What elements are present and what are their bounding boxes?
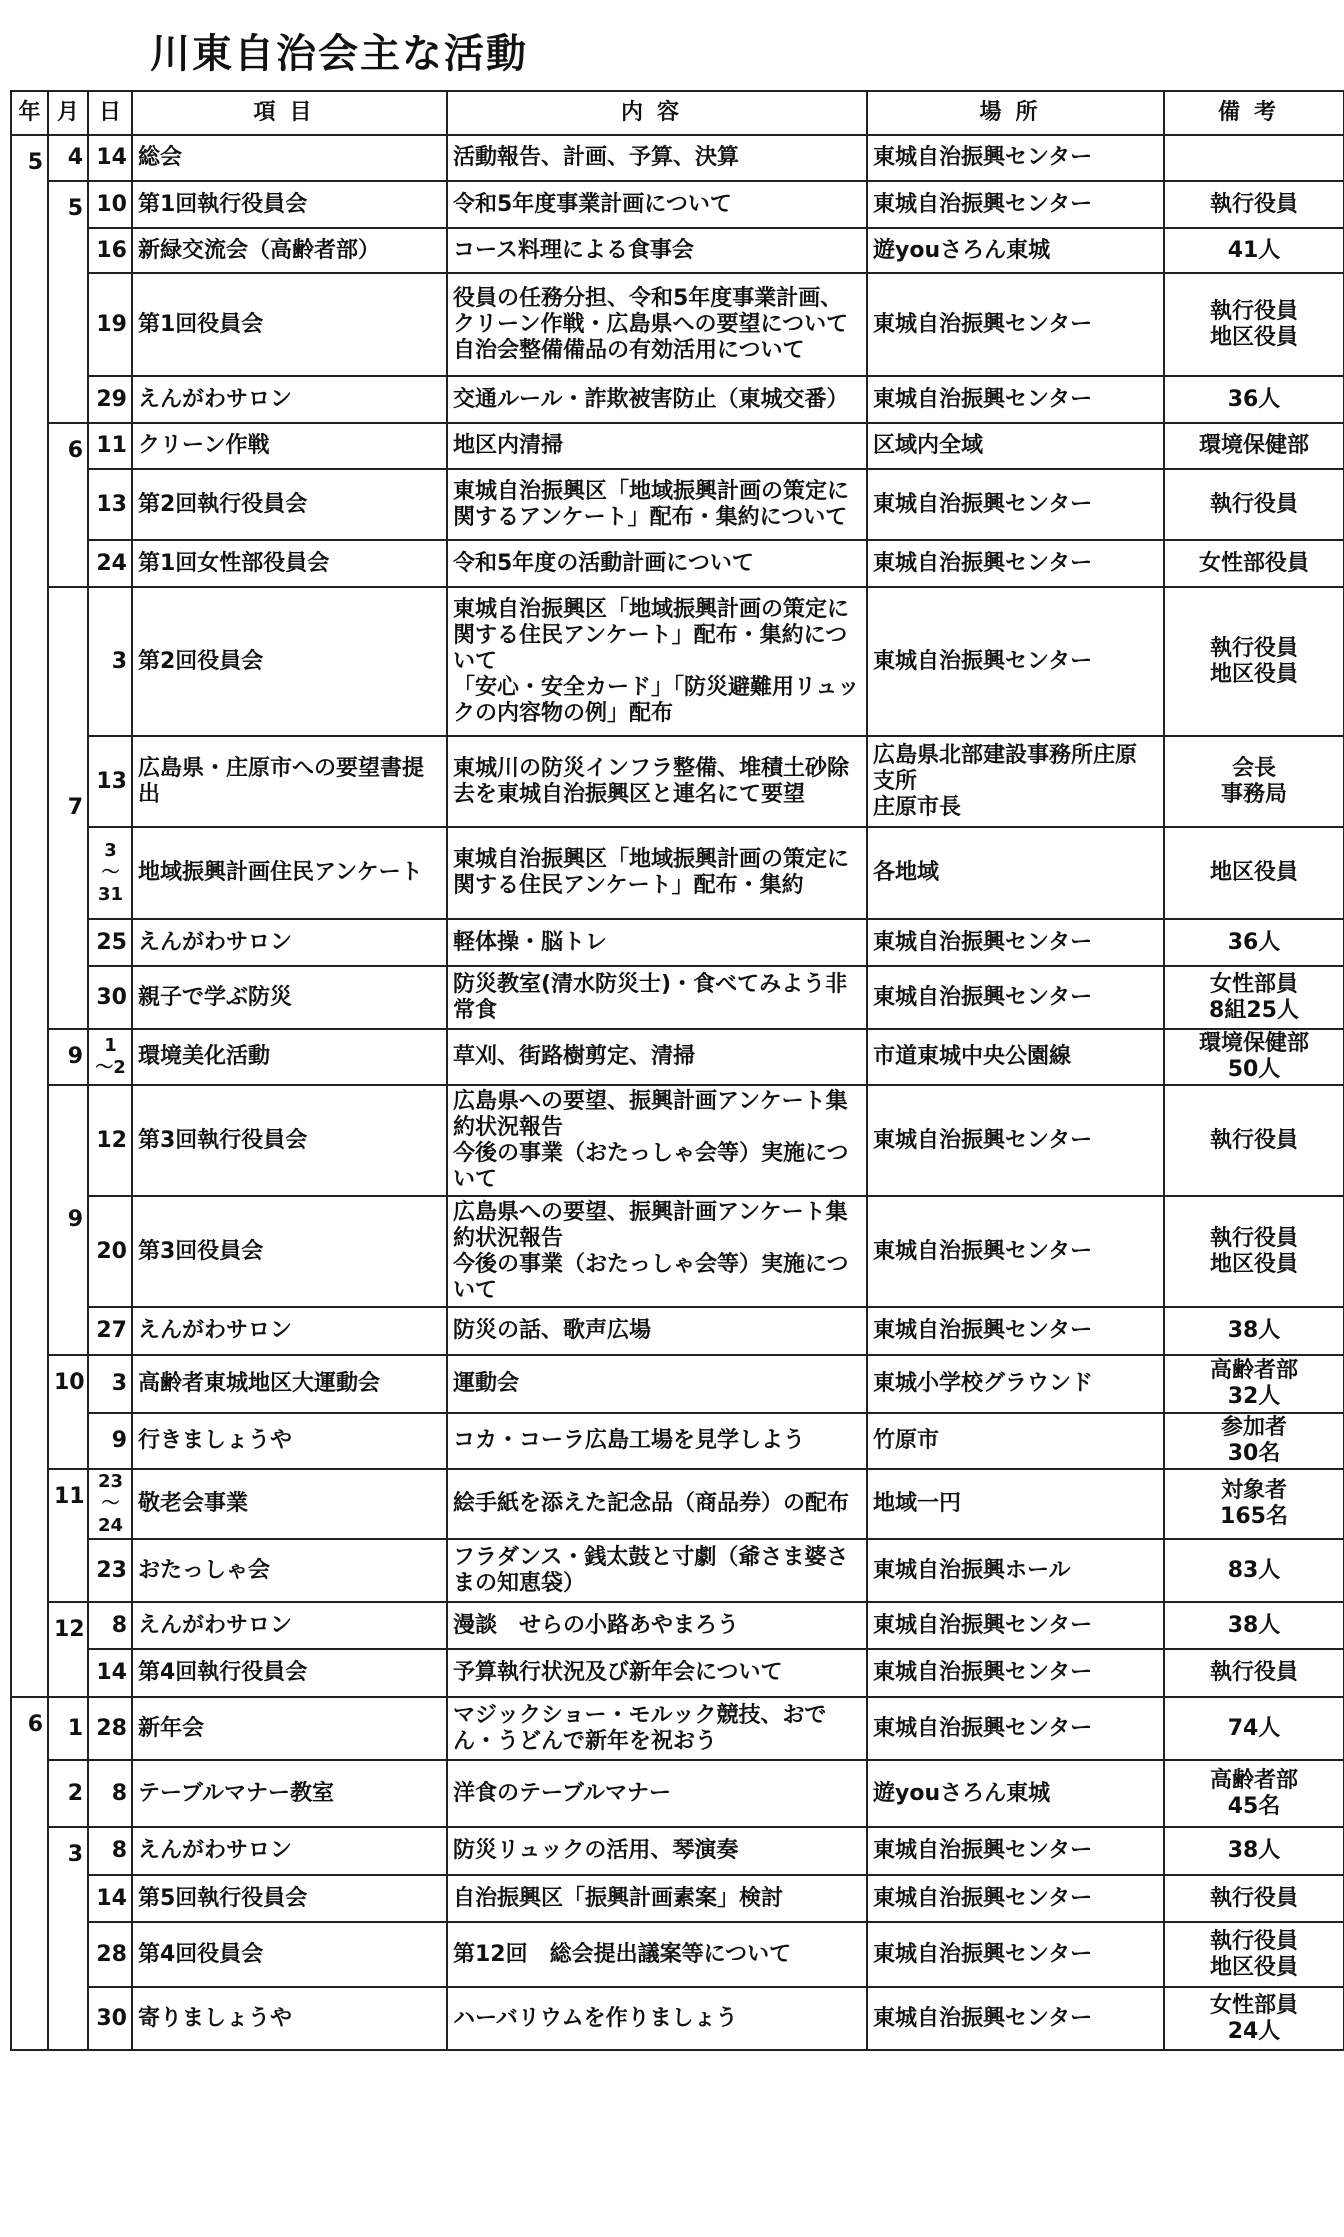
- day-cell: 1 ～2: [88, 1029, 132, 1085]
- table-row: [11, 1649, 1344, 1697]
- day-cell: 27: [88, 1307, 132, 1355]
- day-cell: 3 ～ 31: [88, 827, 132, 919]
- table-row: [11, 1029, 1344, 1085]
- note-cell: 高齢者部 32人: [1164, 1355, 1344, 1413]
- content-cell: 漫談 せらの小路あやまろう: [447, 1602, 867, 1649]
- table-row: [11, 1196, 1344, 1307]
- note-cell: 女性部員 24人: [1164, 1987, 1344, 2050]
- place-cell: 遊youさろん東城: [867, 1760, 1164, 1827]
- item-cell: 寄りましょうや: [132, 1987, 447, 2050]
- place-cell: 東城自治振興センター: [867, 469, 1164, 540]
- content-cell: 活動報告、計画、予算、決算: [447, 135, 867, 181]
- item-cell: 環境美化活動: [132, 1029, 447, 1085]
- item-cell: えんがわサロン: [132, 1827, 447, 1875]
- note-cell: 執行役員: [1164, 469, 1344, 540]
- place-cell: 東城自治振興センター: [867, 1307, 1164, 1355]
- day-cell: 14: [88, 1875, 132, 1922]
- day-cell: 3: [88, 1355, 132, 1413]
- place-cell: 東城自治振興センター: [867, 1875, 1164, 1922]
- item-cell: 新年会: [132, 1697, 447, 1760]
- item-cell: えんがわサロン: [132, 1307, 447, 1355]
- item-cell: 第1回女性部役員会: [132, 540, 447, 587]
- header-place: 場所: [867, 91, 1164, 135]
- table-row: [11, 919, 1344, 966]
- table-row: [11, 1085, 1344, 1196]
- day-cell: 19: [88, 273, 132, 376]
- note-cell: 女性部役員: [1164, 540, 1344, 587]
- table-row: [11, 1355, 1344, 1413]
- place-cell: 東城小学校グラウンド: [867, 1355, 1164, 1413]
- content-cell: 予算執行状況及び新年会について: [447, 1649, 867, 1697]
- item-cell: 第3回役員会: [132, 1196, 447, 1307]
- content-cell: 令和5年度の活動計画について: [447, 540, 867, 587]
- content-cell: 東城川の防災インフラ整備、堆積土砂除去を東城自治振興区と連名にて要望: [447, 736, 867, 827]
- month-cell: 5: [48, 181, 88, 423]
- month-cell: 6: [48, 423, 88, 587]
- note-cell: 36人: [1164, 376, 1344, 423]
- day-cell: 29: [88, 376, 132, 423]
- table-row: [11, 423, 1344, 469]
- day-cell: 14: [88, 135, 132, 181]
- note-cell: 執行役員 地区役員: [1164, 587, 1344, 736]
- day-cell: 23～ 24: [88, 1469, 132, 1539]
- year-cell: 6: [11, 1697, 48, 2050]
- note-cell: [1164, 135, 1344, 181]
- month-cell: 12: [48, 1602, 88, 1697]
- month-cell: 11: [48, 1469, 88, 1602]
- place-cell: 東城自治振興センター: [867, 1085, 1164, 1196]
- item-cell: 第2回役員会: [132, 587, 447, 736]
- item-cell: 第1回役員会: [132, 273, 447, 376]
- note-cell: 参加者 30名: [1164, 1413, 1344, 1469]
- item-cell: 第3回執行役員会: [132, 1085, 447, 1196]
- content-cell: 東城自治振興区「地域振興計画の策定に関する住民アンケート」配布・集約: [447, 827, 867, 919]
- day-cell: 8: [88, 1827, 132, 1875]
- item-cell: えんがわサロン: [132, 376, 447, 423]
- place-cell: 東城自治振興センター: [867, 966, 1164, 1029]
- item-cell: 行きましょうや: [132, 1413, 447, 1469]
- content-cell: 軽体操・脳トレ: [447, 919, 867, 966]
- day-cell: 13: [88, 736, 132, 827]
- day-cell: 11: [88, 423, 132, 469]
- place-cell: 東城自治振興センター: [867, 919, 1164, 966]
- day-cell: 28: [88, 1922, 132, 1987]
- place-cell: 東城自治振興センター: [867, 376, 1164, 423]
- table-row: [11, 966, 1344, 1029]
- place-cell: 竹原市: [867, 1413, 1164, 1469]
- day-cell: 8: [88, 1602, 132, 1649]
- place-cell: 東城自治振興センター: [867, 135, 1164, 181]
- table-row: [11, 228, 1344, 273]
- item-cell: 新緑交流会（高齢者部）: [132, 228, 447, 273]
- day-cell: 14: [88, 1649, 132, 1697]
- page-title: [150, 22, 528, 79]
- table-row: [11, 1875, 1344, 1922]
- day-cell: 8: [88, 1760, 132, 1827]
- content-cell: 東城自治振興区「地域振興計画の策定に関する住民アンケート」配布・集約について 「安心・安全カード」「防災避難用リュックの内容物の例」配布: [447, 587, 867, 736]
- note-cell: 74人: [1164, 1697, 1344, 1760]
- table-row: [11, 1307, 1344, 1355]
- item-cell: えんがわサロン: [132, 919, 447, 966]
- table-row: [11, 1469, 1344, 1539]
- table-row: [11, 1922, 1344, 1987]
- note-cell: 高齢者部 45名: [1164, 1760, 1344, 1827]
- day-cell: 12: [88, 1085, 132, 1196]
- place-cell: 東城自治振興センター: [867, 181, 1164, 228]
- note-cell: 38人: [1164, 1307, 1344, 1355]
- note-cell: 執行役員: [1164, 1085, 1344, 1196]
- day-cell: 28: [88, 1697, 132, 1760]
- note-cell: 執行役員 地区役員: [1164, 273, 1344, 376]
- place-cell: 東城自治振興センター: [867, 1196, 1164, 1307]
- header-year: 年: [11, 91, 48, 135]
- content-cell: 役員の任務分担、令和5年度事業計画、クリーン作戦・広島県への要望について 自治会整備備品の有効活用について: [447, 273, 867, 376]
- table-row: [11, 273, 1344, 376]
- content-cell: コース料理による食事会: [447, 228, 867, 273]
- content-cell: 令和5年度事業計画について: [447, 181, 867, 228]
- day-cell: 20: [88, 1196, 132, 1307]
- content-cell: ハーバリウムを作りましょう: [447, 1987, 867, 2050]
- content-cell: 交通ルール・詐欺被害防止（東城交番）: [447, 376, 867, 423]
- note-cell: 環境保健部: [1164, 423, 1344, 469]
- table-body: [11, 135, 1344, 2050]
- place-cell: 東城自治振興センター: [867, 1649, 1164, 1697]
- day-cell: 30: [88, 1987, 132, 2050]
- month-cell: 3: [48, 1827, 88, 2050]
- note-cell: 地区役員: [1164, 827, 1344, 919]
- day-cell: 25: [88, 919, 132, 966]
- item-cell: えんがわサロン: [132, 1602, 447, 1649]
- content-cell: 草刈、街路樹剪定、清掃: [447, 1029, 867, 1085]
- content-cell: コカ・コーラ広島工場を見学しよう: [447, 1413, 867, 1469]
- place-cell: 市道東城中央公園線: [867, 1029, 1164, 1085]
- content-cell: 東城自治振興区「地域振興計画の策定に関するアンケート」配布・集約について: [447, 469, 867, 540]
- content-cell: 防災リュックの活用、琴演奏: [447, 1827, 867, 1875]
- day-cell: 30: [88, 966, 132, 1029]
- place-cell: 遊youさろん東城: [867, 228, 1164, 273]
- item-cell: 第2回執行役員会: [132, 469, 447, 540]
- table-row: [11, 469, 1344, 540]
- header-month: 月: [48, 91, 88, 135]
- content-cell: 洋食のテーブルマナー: [447, 1760, 867, 1827]
- note-cell: 執行役員 地区役員: [1164, 1922, 1344, 1987]
- note-cell: 執行役員 地区役員: [1164, 1196, 1344, 1307]
- activity-table: [10, 90, 1344, 2051]
- day-cell: 23: [88, 1539, 132, 1602]
- place-cell: 東城自治振興センター: [867, 540, 1164, 587]
- place-cell: 東城自治振興センター: [867, 273, 1164, 376]
- content-cell: 自治振興区「振興計画素案」検討: [447, 1875, 867, 1922]
- item-cell: 総会: [132, 135, 447, 181]
- table-row: [11, 1539, 1344, 1602]
- header-item: 項目: [132, 91, 447, 135]
- table-row: [11, 1760, 1344, 1827]
- month-cell: 7: [48, 587, 88, 1029]
- day-cell: 24: [88, 540, 132, 587]
- day-cell: 16: [88, 228, 132, 273]
- item-cell: 第4回執行役員会: [132, 1649, 447, 1697]
- table-row: [11, 540, 1344, 587]
- place-cell: 東城自治振興センター: [867, 1697, 1164, 1760]
- day-cell: 3: [88, 587, 132, 736]
- item-cell: 第4回役員会: [132, 1922, 447, 1987]
- note-cell: 38人: [1164, 1602, 1344, 1649]
- note-cell: 執行役員: [1164, 1649, 1344, 1697]
- item-cell: テーブルマナー教室: [132, 1760, 447, 1827]
- content-cell: 運動会: [447, 1355, 867, 1413]
- note-cell: 83人: [1164, 1539, 1344, 1602]
- table-row: [11, 376, 1344, 423]
- item-cell: 地域振興計画住民アンケート: [132, 827, 447, 919]
- header-content: 内容: [447, 91, 867, 135]
- year-cell: 5: [11, 135, 48, 1697]
- note-cell: 女性部員 8組25人: [1164, 966, 1344, 1029]
- place-cell: 東城自治振興ホール: [867, 1539, 1164, 1602]
- table-row: [11, 1827, 1344, 1875]
- header-note: 備考: [1164, 91, 1344, 135]
- header-row: [11, 91, 1344, 135]
- content-cell: 防災の話、歌声広場: [447, 1307, 867, 1355]
- table-row: [11, 587, 1344, 736]
- title-text: 川東自治会主な活動: [150, 31, 528, 77]
- table-row: [11, 181, 1344, 228]
- note-cell: 環境保健部 50人: [1164, 1029, 1344, 1085]
- place-cell: 東城自治振興センター: [867, 1827, 1164, 1875]
- table-row: [11, 736, 1344, 827]
- day-cell: 13: [88, 469, 132, 540]
- content-cell: 地区内清掃: [447, 423, 867, 469]
- table-row: [11, 1602, 1344, 1649]
- place-cell: 広島県北部建設事務所庄原支所 庄原市長: [867, 736, 1164, 827]
- place-cell: 地域一円: [867, 1469, 1164, 1539]
- place-cell: 各地域: [867, 827, 1164, 919]
- content-cell: マジックショー・モルック競技、おでん・うどんで新年を祝おう: [447, 1697, 867, 1760]
- table-row: [11, 1413, 1344, 1469]
- note-cell: 執行役員: [1164, 181, 1344, 228]
- month-cell: 1: [48, 1697, 88, 1760]
- item-cell: 第1回執行役員会: [132, 181, 447, 228]
- table-row: [11, 827, 1344, 919]
- day-cell: 9: [88, 1413, 132, 1469]
- month-cell: 9: [48, 1029, 88, 1085]
- item-cell: クリーン作戦: [132, 423, 447, 469]
- month-cell: 9: [48, 1085, 88, 1355]
- month-cell: 4: [48, 135, 88, 181]
- place-cell: 東城自治振興センター: [867, 1987, 1164, 2050]
- month-cell: 10: [48, 1355, 88, 1469]
- table-row: [11, 1987, 1344, 2050]
- content-cell: 第12回 総会提出議案等について: [447, 1922, 867, 1987]
- item-cell: 親子で学ぶ防災: [132, 966, 447, 1029]
- content-cell: 絵手紙を添えた記念品（商品券）の配布: [447, 1469, 867, 1539]
- month-cell: 2: [48, 1760, 88, 1827]
- content-cell: フラダンス・銭太鼓と寸劇（爺さま婆さまの知恵袋）: [447, 1539, 867, 1602]
- note-cell: 対象者 165名: [1164, 1469, 1344, 1539]
- note-cell: 36人: [1164, 919, 1344, 966]
- table-row: [11, 1697, 1344, 1760]
- place-cell: 東城自治振興センター: [867, 587, 1164, 736]
- item-cell: おたっしゃ会: [132, 1539, 447, 1602]
- place-cell: 東城自治振興センター: [867, 1922, 1164, 1987]
- item-cell: 高齢者東城地区大運動会: [132, 1355, 447, 1413]
- place-cell: 東城自治振興センター: [867, 1602, 1164, 1649]
- table-row: [11, 135, 1344, 181]
- note-cell: 41人: [1164, 228, 1344, 273]
- item-cell: 広島県・庄原市への要望書提出: [132, 736, 447, 827]
- item-cell: 敬老会事業: [132, 1469, 447, 1539]
- item-cell: 第5回執行役員会: [132, 1875, 447, 1922]
- content-cell: 防災教室(清水防災士)・食べてみよう非常食: [447, 966, 867, 1029]
- note-cell: 会長 事務局: [1164, 736, 1344, 827]
- content-cell: 広島県への要望、振興計画アンケート集約状況報告 今後の事業（おたっしゃ会等）実施について: [447, 1085, 867, 1196]
- content-cell: 広島県への要望、振興計画アンケート集約状況報告 今後の事業（おたっしゃ会等）実施について: [447, 1196, 867, 1307]
- note-cell: 38人: [1164, 1827, 1344, 1875]
- note-cell: 執行役員: [1164, 1875, 1344, 1922]
- place-cell: 区域内全域: [867, 423, 1164, 469]
- day-cell: 10: [88, 181, 132, 228]
- header-day: 日: [88, 91, 132, 135]
